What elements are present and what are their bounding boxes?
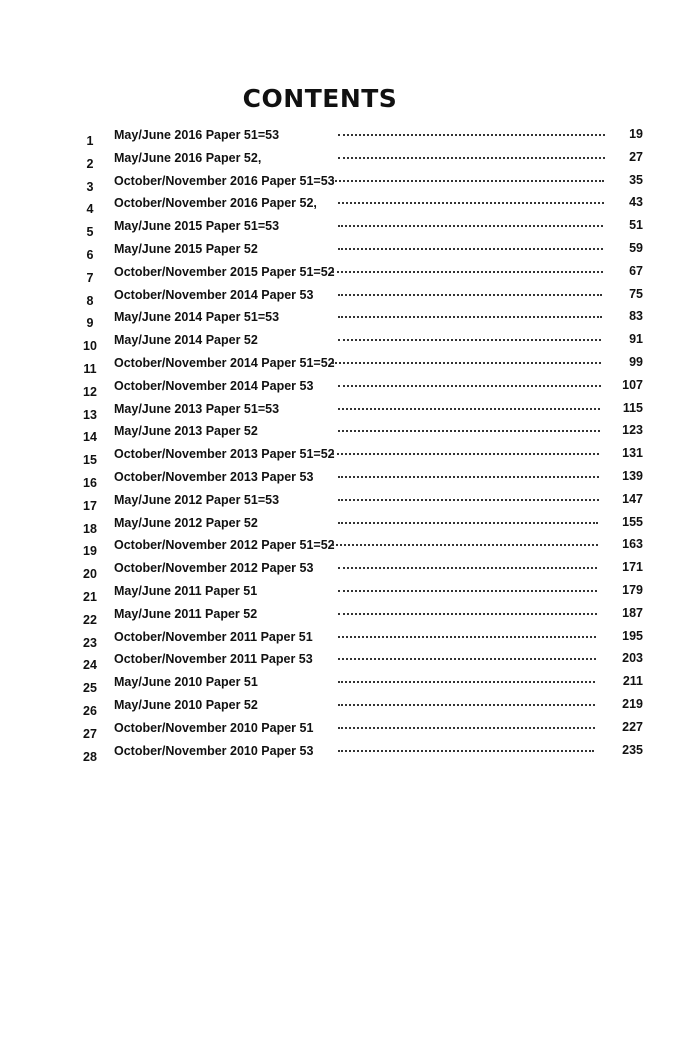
toc-entry [0,742,700,768]
toc-entry-number: 13 [83,407,97,422]
dotted-leader [338,750,594,752]
toc-entry-number: 28 [83,749,97,764]
toc-entry-number: 15 [83,453,97,468]
toc-entry [0,400,700,426]
toc-entry [0,514,700,540]
toc-entry-title: May/June 2013 Paper 51=53 [114,401,280,416]
toc-entry [0,697,700,722]
toc-entry [0,605,700,631]
dotted-leader [338,385,601,387]
toc-entry-page: 195 [622,628,643,643]
toc-entry-number: 19 [83,544,97,559]
toc-entry-number: 14 [83,430,97,445]
toc-entry-number: 5 [86,225,94,240]
toc-entry [0,377,700,403]
toc-entry-title: October/November 2015 Paper 51=52 [114,264,335,279]
toc-entry [0,332,700,357]
toc-entry [0,628,700,654]
toc-entry [0,537,700,562]
toc-entry [0,423,700,448]
toc-entry-number: 26 [83,704,97,718]
toc-entry-number: 3 [86,179,94,194]
dotted-leader [338,316,602,318]
toc-entry-number: 27 [83,726,97,741]
toc-entry [0,719,700,745]
toc-entry-page: 131 [622,446,643,461]
dotted-leader [338,134,605,136]
dotted-leader [338,613,597,615]
dotted-leader [332,180,604,182]
toc-entry-title: October/November 2014 Paper 51=52 [114,356,335,370]
toc-entry-page: 219 [622,697,643,711]
toc-entry [0,218,700,243]
toc-entry-number: 1 [86,134,94,148]
toc-entry-title: May/June 2016 Paper 52, [114,150,262,165]
dotted-leader [338,727,595,729]
toc-entry-number: 23 [83,635,97,650]
dotted-leader [338,202,604,204]
dotted-leader [338,248,603,250]
toc-entry-number: 20 [83,567,97,582]
toc-entry-number: 25 [83,681,97,696]
dotted-leader [338,636,596,638]
toc-entry-title: October/November 2016 Paper 51=53 [114,173,335,188]
toc-entry-page: 187 [622,605,643,620]
toc-entry-page: 235 [622,742,643,757]
toc-entry-number: 11 [83,362,97,376]
toc-entry-title: May/June 2011 Paper 51 [114,584,258,598]
dotted-leader [338,681,595,683]
dotted-leader [332,271,603,273]
toc-entry-page: 27 [629,149,643,164]
toc-entry-page: 203 [622,651,643,666]
toc-entry [0,674,700,699]
toc-entry [0,172,700,198]
toc-entry-number: 10 [83,339,97,354]
toc-entry-title: October/November 2014 Paper 53 [114,287,314,302]
dotted-leader [332,544,598,546]
toc-entry-title: May/June 2011 Paper 52 [114,606,258,621]
toc-entry-number: 18 [83,521,97,536]
toc-entry-page: 35 [629,172,643,187]
toc-entry [0,195,700,220]
dotted-leader [338,294,602,296]
toc-entry-page: 155 [622,514,643,529]
toc-entry-title: May/June 2016 Paper 51=53 [114,128,280,142]
toc-entry-number: 24 [83,658,97,673]
toc-entry-title: May/June 2014 Paper 51=53 [114,310,280,325]
toc-entry-title: October/November 2014 Paper 53 [114,378,314,393]
toc-entry-title: October/November 2012 Paper 53 [114,561,314,576]
toc-entry-page: 123 [622,423,643,438]
toc-entry-number: 2 [86,156,94,171]
toc-entry-number: 21 [83,590,97,604]
toc-entry-title: May/June 2012 Paper 51=53 [114,492,280,507]
toc-entry-title: October/November 2013 Paper 51=52 [114,447,335,462]
toc-entry [0,651,700,676]
toc-entry-title: May/June 2010 Paper 51 [114,675,258,690]
toc-entry [0,263,700,289]
dotted-leader [338,499,599,501]
toc-entry [0,127,700,152]
dotted-leader [338,590,597,592]
dotted-leader [332,362,601,364]
toc-entry-title: May/June 2014 Paper 52 [114,333,258,348]
toc-entry [0,355,700,380]
toc-entry-number: 22 [83,612,97,627]
dotted-leader [338,339,601,341]
toc-entry-title: May/June 2015 Paper 51=53 [114,219,280,234]
toc-entry-number: 7 [86,270,94,285]
toc-entry-page: 107 [622,377,643,392]
toc-entry-title: October/November 2013 Paper 53 [114,470,314,484]
toc-entry-title: October/November 2010 Paper 53 [114,743,314,758]
toc-entry [0,446,700,471]
toc-entry-page: 179 [622,583,643,597]
toc-entry-page: 171 [622,560,643,575]
toc-entry-page: 91 [629,332,643,347]
toc-entry-page: 51 [629,218,643,233]
toc-entry-title: May/June 2010 Paper 52 [114,698,258,712]
toc-entry-title: October/November 2012 Paper 51=52 [114,538,335,553]
toc-entry [0,149,700,175]
toc-entry-page: 75 [629,286,643,301]
toc-entry-title: May/June 2015 Paper 52 [114,242,258,256]
toc-entry-number: 16 [83,476,97,490]
toc-entry [0,583,700,608]
toc-entry-title: May/June 2012 Paper 52 [114,515,258,530]
toc-entry-title: October/November 2016 Paper 52, [114,196,317,211]
dotted-leader [338,476,599,478]
toc-entry-number: 9 [86,316,94,331]
toc-entry-page: 163 [622,537,643,552]
toc-entry-title: October/November 2010 Paper 51 [114,720,314,735]
toc-entry-page: 99 [629,355,643,369]
toc-entry-number: 17 [83,498,97,513]
toc-entry-number: 4 [86,202,94,217]
toc-entry [0,286,700,312]
toc-entry [0,469,700,494]
toc-entry-number: 6 [86,248,94,262]
toc-entry-page: 227 [622,719,643,734]
toc-entry-number: 8 [86,293,94,308]
dotted-leader [338,157,605,159]
page-title: CONTENTS [242,84,398,113]
dotted-leader [332,453,599,455]
toc-entry-page: 115 [622,400,643,415]
toc-entry-page: 67 [629,263,643,278]
toc-entry-page: 19 [629,127,643,141]
toc-entry-number: 12 [83,384,97,399]
dotted-leader [338,408,600,410]
dotted-leader [338,430,600,432]
toc-entry-title: October/November 2011 Paper 51 [114,629,313,644]
dotted-leader [338,567,597,569]
toc-entry-page: 211 [622,674,643,689]
toc-entry-page: 139 [622,469,643,483]
toc-entry-title: May/June 2013 Paper 52 [114,424,258,439]
toc-entry-title: October/November 2011 Paper 53 [114,652,313,667]
toc-entry [0,560,700,585]
toc-entry-page: 43 [629,195,643,210]
toc-entry [0,309,700,334]
toc-entry-page: 83 [629,309,643,324]
dotted-leader [338,225,603,227]
toc-entry-page: 59 [629,241,643,255]
toc-entry-page: 147 [622,491,643,506]
dotted-leader [338,658,596,660]
dotted-leader [338,704,595,706]
toc-entry [0,491,700,517]
dotted-leader [338,522,598,524]
toc-entry [0,241,700,266]
